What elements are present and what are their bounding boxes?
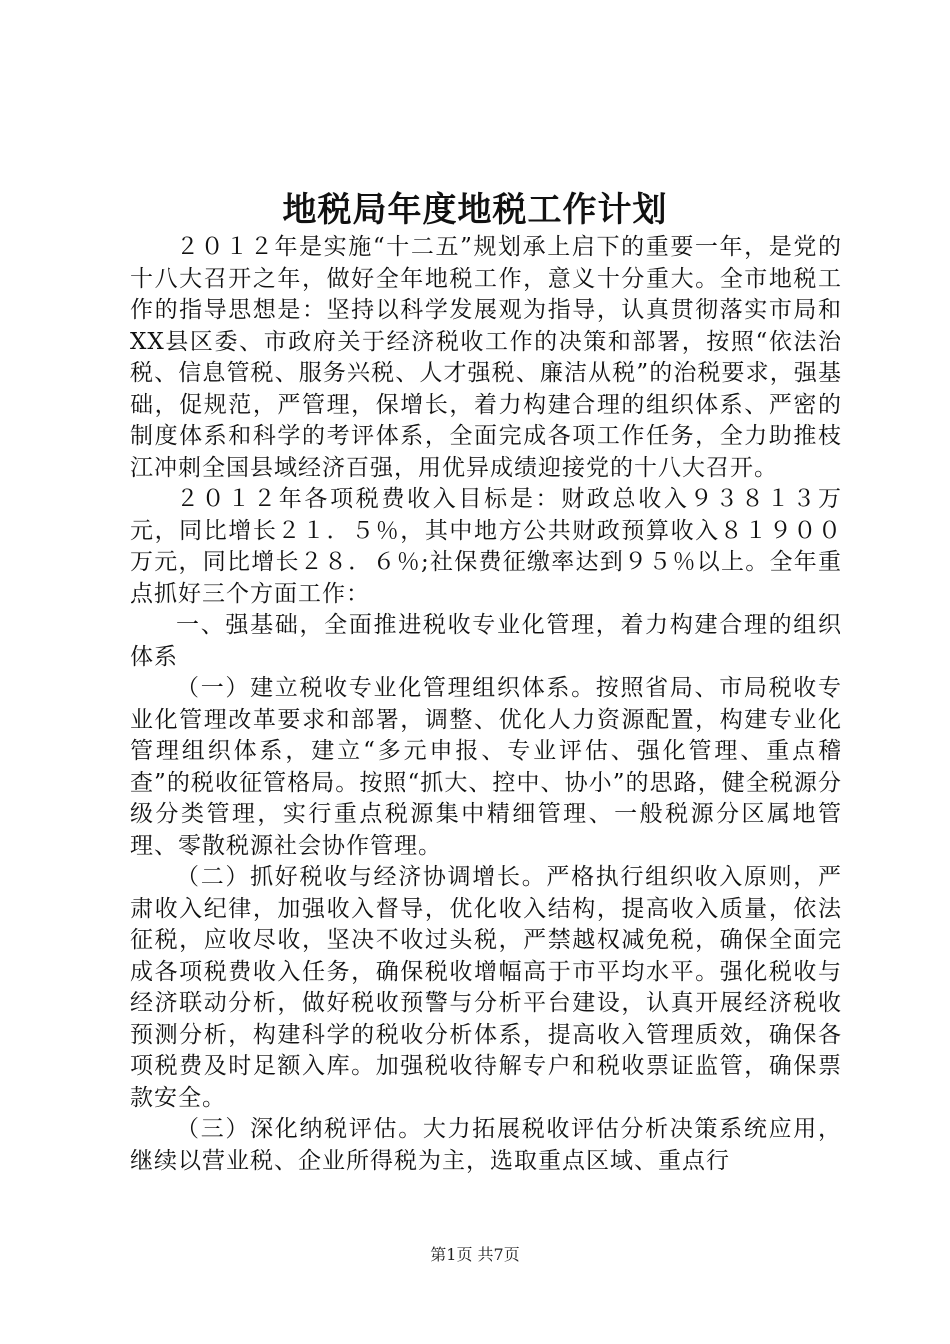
document-body [130,232,842,1177]
document-title: 地税局年度地税工作计划 [282,190,668,230]
paragraph-targets: ２０１２年各项税费收入目标是：财政总收入９３８１３万元，同比增长２１．５％，其中地方公共财政预算收入８１９００万元，同比增长２８．６％;社保费征缴率达到９５％以上。全年重点抓好三个方面工作： [130,486,842,607]
paragraph-item-3: （三）深化纳税评估。大力拓展税收评估分析决策系统应用，继续以营业税、企业所得税为主，选取重点区域、重点行 [130,1116,842,1174]
section-heading-1: 一、强基础，全面推进税收专业化管理，着力构建合理的组织体系 [130,612,842,670]
paragraph-item-1: （一）建立税收专业化管理组织体系。按照省局、市局税收专业化管理改革要求和部署，调整、优化人力资源配置，构建专业化管理组织体系，建立“多元申报、专业评估、强化管理、重点稽查”的税收征管格局。按照“抓大、控中、协小”的思路，健全税源分级分类管理，实行重点税源集中精细管理、一般税源分区属地管理、零散税源社会协作管理。 [130,675,842,859]
paragraph-item-2: （二）抓好税收与经济协调增长。严格执行组织收入原则，严肃收入纪律，加强收入督导，优化收入结构，提高收入质量，依法征税，应收尽收，坚决不收过头税，严禁越权减免税，确保全面完成各项税费收入任务，确保税收增幅高于市平均水平。强化税收与经济联动分析，做好税收预警与分析平台建设，认真开展经济税收预测分析，构建科学的税收分析体系，提高收入管理质效，确保各项税费及时足额入库。加强税收待解专户和税收票证监管，确保票款安全。 [130,864,842,1111]
paragraph-intro: ２０１２年是实施“十二五”规划承上启下的重要一年，是党的十八大召开之年，做好全年地税工作，意义十分重大。全市地税工作的指导思想是：坚持以科学发展观为指导，认真贯彻落实市局和XX县区委、市政府关于经济税收工作的决策和部署，按照“依法治税、信息管税、服务兴税、人才强税、廉洁从税”的治税要求，强基础，促规范，严管理，保增长，着力构建合理的组织体系、严密的制度体系和科学的考评体系，全面完成各项工作任务，全力助推枝江冲刺全国县域经济百强，用优异成绩迎接党的十八大召开。 [130,234,842,481]
page-number-footer: 第1页 共7页 [430,1245,520,1264]
